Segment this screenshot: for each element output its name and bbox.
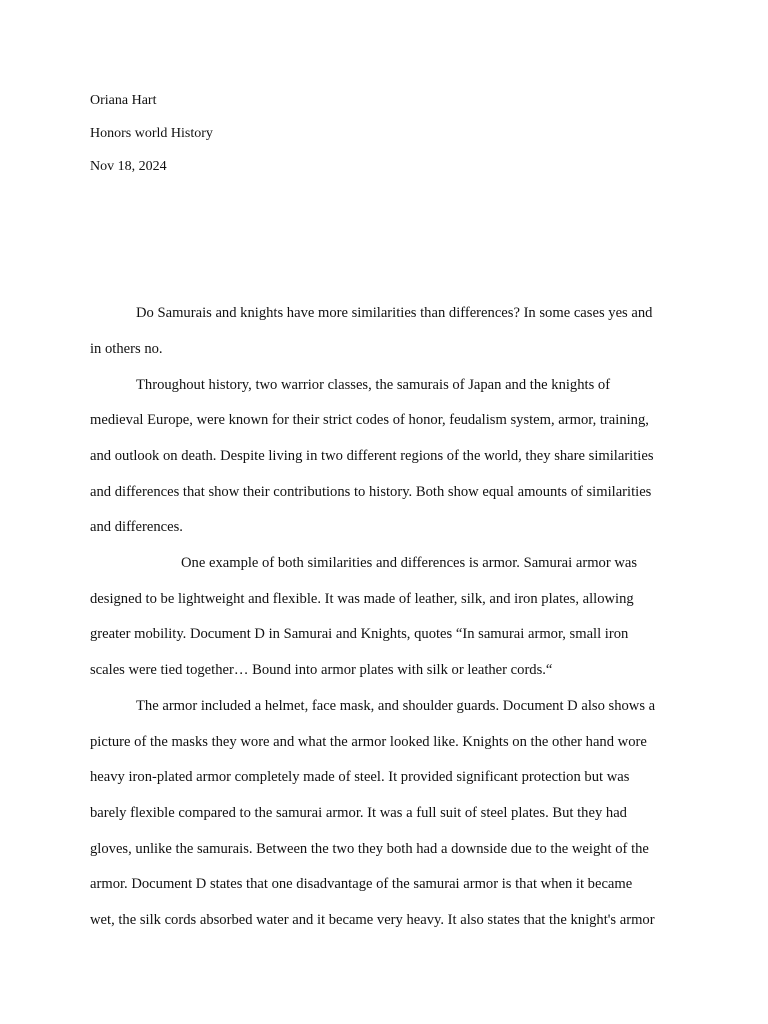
essay-line: in others no. (90, 341, 163, 357)
essay-line: and differences that show their contributions to history. Both show equal amounts of similarities (90, 484, 652, 500)
essay-line: designed to be lightweight and flexible. It was made of leather, silk, and iron plates, allowing (90, 591, 634, 607)
course-name: Honors world History (90, 126, 213, 141)
essay-line: wet, the silk cords absorbed water and it became very heavy. It also states that the knight's armor (90, 912, 655, 928)
document-date: Nov 18, 2024 (90, 159, 167, 174)
essay-line: armor. Document D states that one disadvantage of the samurai armor is that when it became (90, 876, 633, 892)
essay-line: barely flexible compared to the samurai armor. It was a full suit of steel plates. But they had (90, 805, 627, 821)
author-name: Oriana Hart (90, 93, 157, 108)
essay-line: and differences. (90, 519, 183, 535)
essay-line: picture of the masks they wore and what the armor looked like. Knights on the other hand wore (90, 734, 647, 750)
essay-line: and outlook on death. Despite living in two different regions of the world, they share similarities (90, 448, 654, 464)
essay-line: Do Samurais and knights have more similarities than differences? In some cases yes and (136, 305, 653, 321)
essay-line: scales were tied together… Bound into armor plates with silk or leather cords.“ (90, 662, 553, 678)
essay-line: One example of both similarities and differences is armor. Samurai armor was (181, 555, 638, 571)
essay-line: heavy iron-plated armor completely made of steel. It provided significant protection but was (90, 769, 630, 785)
essay-line: greater mobility. Document D in Samurai and Knights, quotes “In samurai armor, small iron (90, 626, 629, 642)
essay-line: Throughout history, two warrior classes, the samurais of Japan and the knights of (136, 377, 611, 393)
essay-line: gloves, unlike the samurais. Between the two they both had a downside due to the weight of the (90, 841, 649, 857)
essay-line: The armor included a helmet, face mask, and shoulder guards. Document D also shows a (136, 698, 656, 714)
essay-line: medieval Europe, were known for their strict codes of honor, feudalism system, armor, training, (90, 412, 649, 428)
